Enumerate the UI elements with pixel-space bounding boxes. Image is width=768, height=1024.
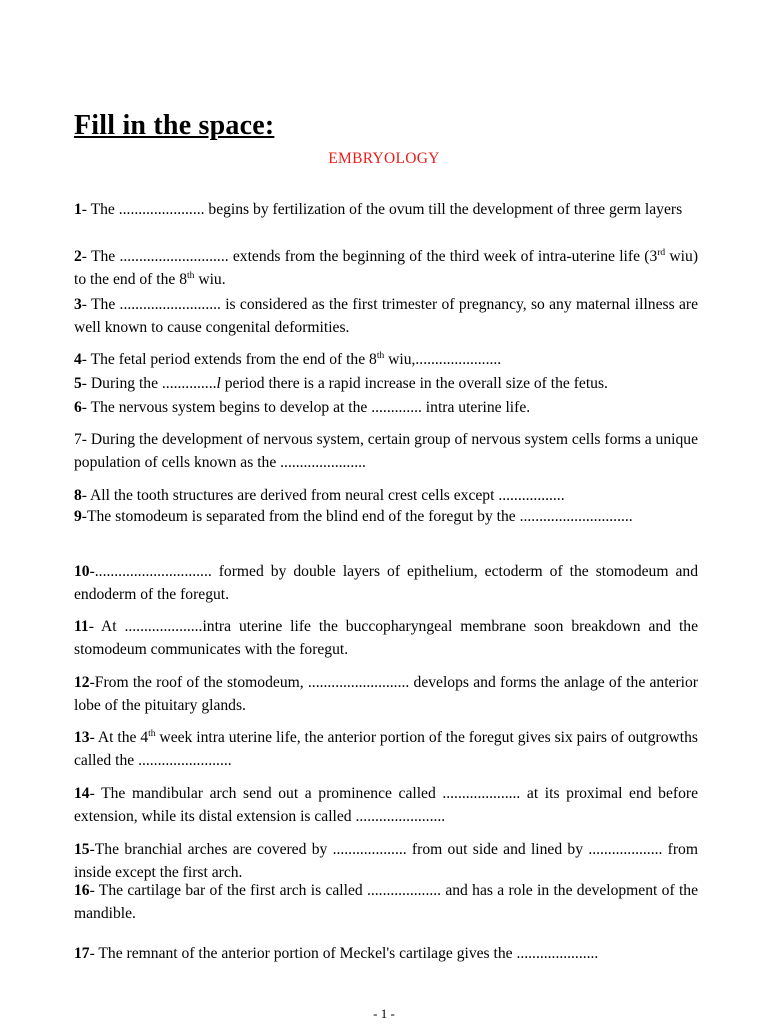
question-8 — [74, 484, 698, 507]
question-16 — [74, 879, 698, 925]
question-text: - The ...................... begins by fertilization of the ovum till the development of three germ layers — [81, 201, 683, 218]
question-text: wiu,...................... — [384, 351, 502, 368]
question-15 — [74, 838, 698, 884]
question-text: - The nervous system begins to develop at the ............. intra uterine life. — [81, 399, 531, 416]
question-7 — [74, 428, 698, 474]
question-10 — [74, 560, 698, 606]
question-4 — [74, 348, 698, 371]
question-number: 8 — [74, 487, 82, 504]
superscript: th — [376, 350, 385, 361]
question-number: 9 — [74, 508, 82, 525]
question-2 — [74, 245, 698, 291]
question-text: period there is a rapid increase in the overall size of the fetus. — [220, 375, 608, 392]
question-text: -The stomodeum is separated from the blind end of the foregut by the ............................. — [81, 508, 633, 525]
section-subtitle: EMBRYOLOGY — [328, 150, 440, 167]
question-number: 5 — [74, 375, 82, 392]
question-14 — [74, 782, 698, 828]
question-number: 15 — [74, 841, 90, 858]
question-text: week intra uterine life, the anterior portion of the foregut gives six pairs of outgrowths called the ........................ — [74, 729, 698, 769]
question-number: 14 — [74, 785, 90, 802]
question-text: - The .......................... is considered as the first trimester of pregnancy, so any maternal illness are well known to cause congenital deformities. — [74, 296, 698, 336]
question-number: 13 — [74, 729, 90, 746]
question-text: - The mandibular arch send out a prominence called .................... at its proximal end before extension, while its distal extension is called ....................... — [74, 785, 698, 825]
question-text: - At ....................intra uterine life the buccopharyngeal membrane soon breakdown and the stomodeum communicates with the foregut. — [74, 618, 698, 658]
question-number: 6 — [74, 399, 82, 416]
question-text: - The fetal period extends from the end of the 8 — [81, 351, 377, 368]
question-text: l — [216, 375, 221, 392]
question-9 — [74, 505, 698, 528]
superscript: rd — [657, 247, 666, 258]
question-13 — [74, 726, 698, 772]
question-text: wiu. — [194, 271, 226, 288]
question-number: 4 — [74, 351, 82, 368]
question-number: 16 — [74, 882, 90, 899]
question-text: -From the roof of the stomodeum, .......................... develops and forms the anlage of the anterior lobe of the pituitary glands. — [74, 674, 698, 714]
question-text: -The branchial arches are covered by ................... from out side and lined by ................... from inside except the first arch. — [74, 841, 698, 881]
question-text: - The cartilage bar of the first arch is called ................... and has a role in the development of the mandible. — [74, 882, 698, 922]
question-number: 17 — [74, 945, 90, 962]
question-number: 1 — [74, 201, 82, 218]
question-number: 2 — [74, 248, 82, 265]
question-text: - The ............................ extends from the beginning of the third week of intra-uterine life (3 — [81, 248, 658, 265]
question-12 — [74, 671, 698, 717]
question-6 — [74, 396, 698, 419]
question-text: - All the tooth structures are derived from neural crest cells except ................. — [81, 487, 565, 504]
question-11 — [74, 615, 698, 661]
superscript: th — [148, 728, 156, 739]
question-number: 10 — [74, 563, 90, 580]
question-text: -.............................. formed by double layers of epithelium, ectoderm of the stomodeum and endoderm of the foregut. — [74, 563, 698, 603]
question-5 — [74, 372, 698, 395]
question-text: wiu) to the end of the 8 — [74, 248, 699, 288]
superscript: th — [187, 270, 195, 281]
question-number: 12 — [74, 674, 90, 691]
question-3 — [74, 293, 698, 339]
question-17 — [74, 942, 698, 965]
page-title: Fill in the space: — [74, 110, 275, 141]
question-number: 11 — [74, 618, 89, 635]
question-text: - At the 4 — [89, 729, 149, 746]
question-text: - During the .............. — [81, 375, 217, 392]
question-1 — [74, 198, 698, 221]
question-text: - The remnant of the anterior portion of Meckel's cartilage gives the ..................... — [89, 945, 599, 962]
question-number: 3 — [74, 296, 82, 313]
page-number: - 1 - — [373, 1006, 395, 1021]
question-text: 7- During the development of nervous system, certain group of nervous system cells forms a unique population of cells known as the ...................... — [74, 431, 698, 471]
